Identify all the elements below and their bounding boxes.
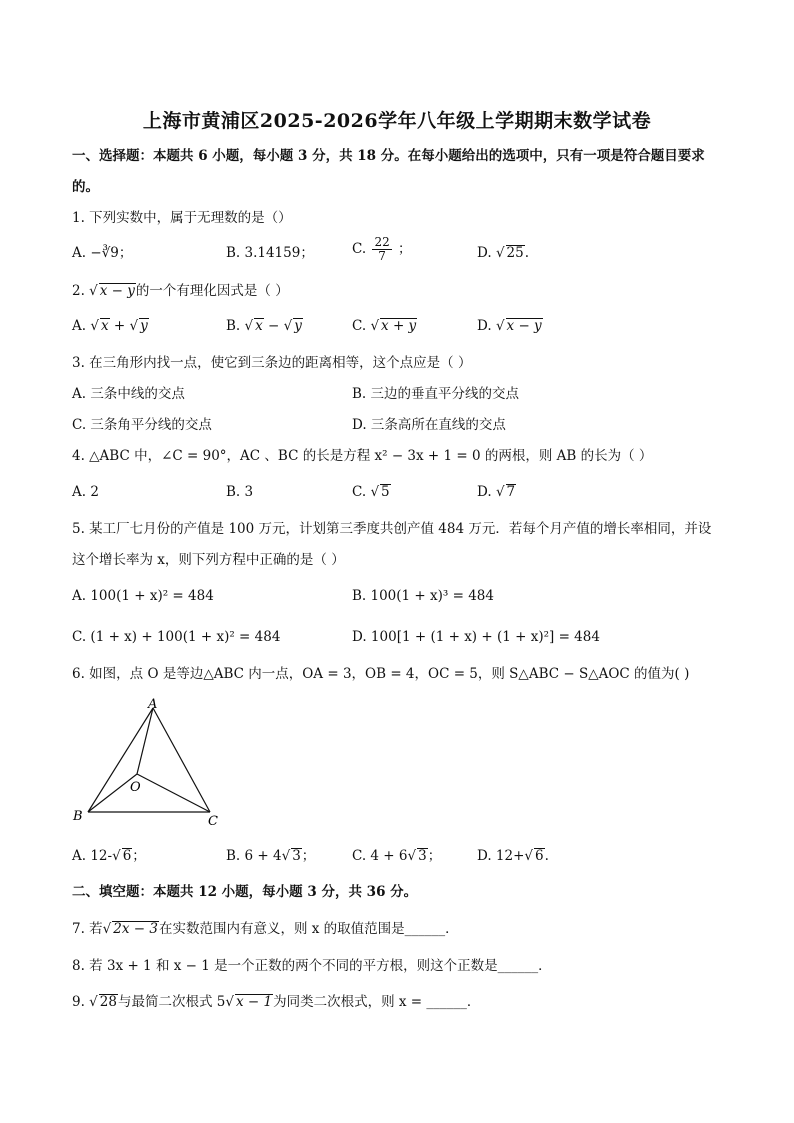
q3-option-b: B. 三边的垂直平分线的交点 <box>352 386 520 402</box>
q6-option-a-radicand: 6 <box>122 848 132 864</box>
q9-stem: 9. √ 28与最简二次根式 5√ x − 1为同类二次根式，则 x = ______． <box>72 994 481 1010</box>
q4-option-c-radicand: 5 <box>381 484 390 500</box>
q4-option-d-radicand: 7 <box>506 484 516 500</box>
q6-option-c-tail: ； <box>427 848 442 864</box>
edge-ab <box>88 708 153 812</box>
q5-stem-line2: 这个增长率为 x，则下列方程中正确的是（ ） <box>72 552 345 568</box>
q6-option-a: A. 12-√ 6； <box>72 848 146 864</box>
q2-option-c-radicand: x + y <box>381 318 417 334</box>
q1-option-d-radicand: 25 <box>506 245 524 261</box>
q7-stem: 7. 若√ 2x − 3在实数范围内有意义，则 x 的取值范围是______． <box>72 921 459 937</box>
exam-title: 上海市黄浦区2025-2026学年八年级上学期期末数学试卷 <box>142 110 652 132</box>
q2-stem: 2. √ x − y的一个有理化因式是（ ） <box>72 283 289 299</box>
q2-option-a-operator: + <box>109 318 130 334</box>
q6-option-d-radicand: 6 <box>535 848 544 864</box>
q6-option-a-tail: ； <box>132 848 146 864</box>
q2-option-b-radicand-1: x <box>255 318 263 334</box>
q9-radicand-2: x − 1 <box>235 994 273 1010</box>
q1-option-c-fraction <box>372 236 391 263</box>
q6-option-a-label: A. 12- <box>72 848 113 864</box>
q4-option-b: B. 3 <box>226 484 254 500</box>
q3-option-a: A. 三条中线的交点 <box>72 386 185 402</box>
q2-option-b-radicand-2: y <box>294 318 302 334</box>
q9-stem-middle: 与最简二次根式 5 <box>117 994 226 1010</box>
q6-option-d-label: D. 12+ <box>477 848 525 864</box>
q8-stem: 8. 若 3x + 1 和 x − 1 是一个正数的两个不同的平方根，则这个正数是______． <box>72 958 552 974</box>
q2-option-d-label: D. <box>477 318 496 334</box>
edge-ac <box>153 708 210 812</box>
q6-option-c: C. 4 + 6√ 3； <box>352 848 442 864</box>
q6-option-d-tail: . <box>544 848 549 864</box>
q9-stem-number: 9. <box>72 994 90 1010</box>
q2-option-a-label: A. <box>72 318 91 334</box>
q5-option-d: D. 100[1 + (1 + x) + (1 + x)²] = 484 <box>352 629 600 645</box>
q6-option-c-label: C. 4 + 6 <box>352 848 408 864</box>
q1-option-d: D. √ 25. <box>477 245 530 261</box>
section2-heading: 二、填空题：本题共 12 小题，每小题 3 分，共 36 分。 <box>72 884 418 900</box>
q1-option-c-numerator: 22 <box>374 235 390 249</box>
section1-heading-cont: 的。 <box>72 179 99 195</box>
q6-option-b-radicand: 3 <box>292 848 301 864</box>
q1-option-c <box>352 236 412 263</box>
q7-radicand: 2x − 3 <box>113 921 158 937</box>
q2-option-a-radicand-1: x <box>100 318 109 334</box>
point-label-o: O <box>130 780 141 795</box>
segment-oa <box>137 708 153 774</box>
q6-option-c-radicand: 3 <box>418 848 427 864</box>
q6-stem: 6. 如图，点 O 是等边△ABC 内一点，OA = 3，OB = 4，OC = 5，则 S△ABC − S△AOC 的值为( ) <box>72 666 690 682</box>
q1-option-a: A. −∛9； <box>72 245 133 261</box>
q5-option-a: A. 100(1 + x)² = 484 <box>72 588 214 604</box>
vertex-label-c: C <box>208 814 218 829</box>
vertex-label-a: A <box>148 697 158 712</box>
q4-option-a: A. 2 <box>72 484 99 500</box>
q5-option-b: B. 100(1 + x)³ = 484 <box>352 588 494 604</box>
q2-option-a: A. √ x + √ y <box>72 318 148 334</box>
vertex-label-b: B <box>73 809 83 824</box>
q2-option-b-label: B. <box>226 318 245 334</box>
q6-option-b-label: B. 6 + 4 <box>226 848 282 864</box>
q3-stem: 3. 在三角形内找一点，使它到三条边的距离相等，这个点应是（ ） <box>72 355 472 371</box>
q2-option-d-radicand: x − y <box>506 318 542 334</box>
q9-radicand-1: 28 <box>99 994 117 1010</box>
q2-option-c-label: C. <box>352 318 371 334</box>
q1-option-c-tail: ； <box>398 241 412 257</box>
q4-option-c-label: C. <box>352 484 371 500</box>
q2-stem-text: 的一个有理化因式是（ ） <box>135 283 289 299</box>
q6-option-b-tail: ； <box>301 848 316 864</box>
q1-option-c-label: C. <box>352 241 367 257</box>
section1-heading: 一、选择题：本题共 6 小题，每小题 3 分，共 18 分。在每小题给出的选项中，只有一项是符合题目要求 <box>72 148 705 164</box>
q7-stem-text: 在实数范围内有意义，则 x 的取值范围是______． <box>158 921 459 937</box>
q4-stem: 4. △ABC 中，∠C = 90°，AC 、BC 的长是方程 x² − 3x + 1 = 0 的两根，则 AB 的长为（ ） <box>72 448 653 464</box>
q2-option-a-radicand-2: y <box>140 318 148 334</box>
q1-option-d-label: D. <box>477 245 496 261</box>
q4-option-d: D. √ 7 <box>477 484 516 500</box>
q7-stem-number: 7. 若 <box>72 921 103 937</box>
q2-option-b-operator: − <box>263 318 284 334</box>
q1-option-c-denominator: 7 <box>378 249 386 263</box>
q2-option-c: C. √ x + y <box>352 318 417 334</box>
q4-option-d-label: D. <box>477 484 496 500</box>
q1-stem: 1. 下列实数中，属于无理数的是（） <box>72 210 292 226</box>
q3-option-d: D. 三条高所在直线的交点 <box>352 417 506 433</box>
q6-option-b: B. 6 + 4√ 3； <box>226 848 316 864</box>
q2-option-b: B. √ x − √ y <box>226 318 302 334</box>
q5-option-c: C. (1 + x) + 100(1 + x)² = 484 <box>72 629 281 645</box>
q2-stem-number: 2. <box>72 283 90 299</box>
q9-stem-text: 为同类二次根式，则 x = ______． <box>273 994 481 1010</box>
q1-option-b: B. 3.14159； <box>226 245 314 261</box>
q4-option-c: C. √ 5 <box>352 484 390 500</box>
q2-stem-radicand: x − y <box>99 283 135 299</box>
q3-option-c: C. 三条角平分线的交点 <box>72 417 212 433</box>
triangle-figure <box>70 696 230 830</box>
q2-option-d: D. √ x − y <box>477 318 542 334</box>
q6-option-d: D. 12+√ 6. <box>477 848 549 864</box>
q1-option-d-tail: . <box>524 245 530 261</box>
q5-stem-line1: 5. 某工厂七月份的产值是 100 万元，计划第三季度共创产值 484 万元．若每个月产值的增长率相同，并设 <box>72 521 712 537</box>
